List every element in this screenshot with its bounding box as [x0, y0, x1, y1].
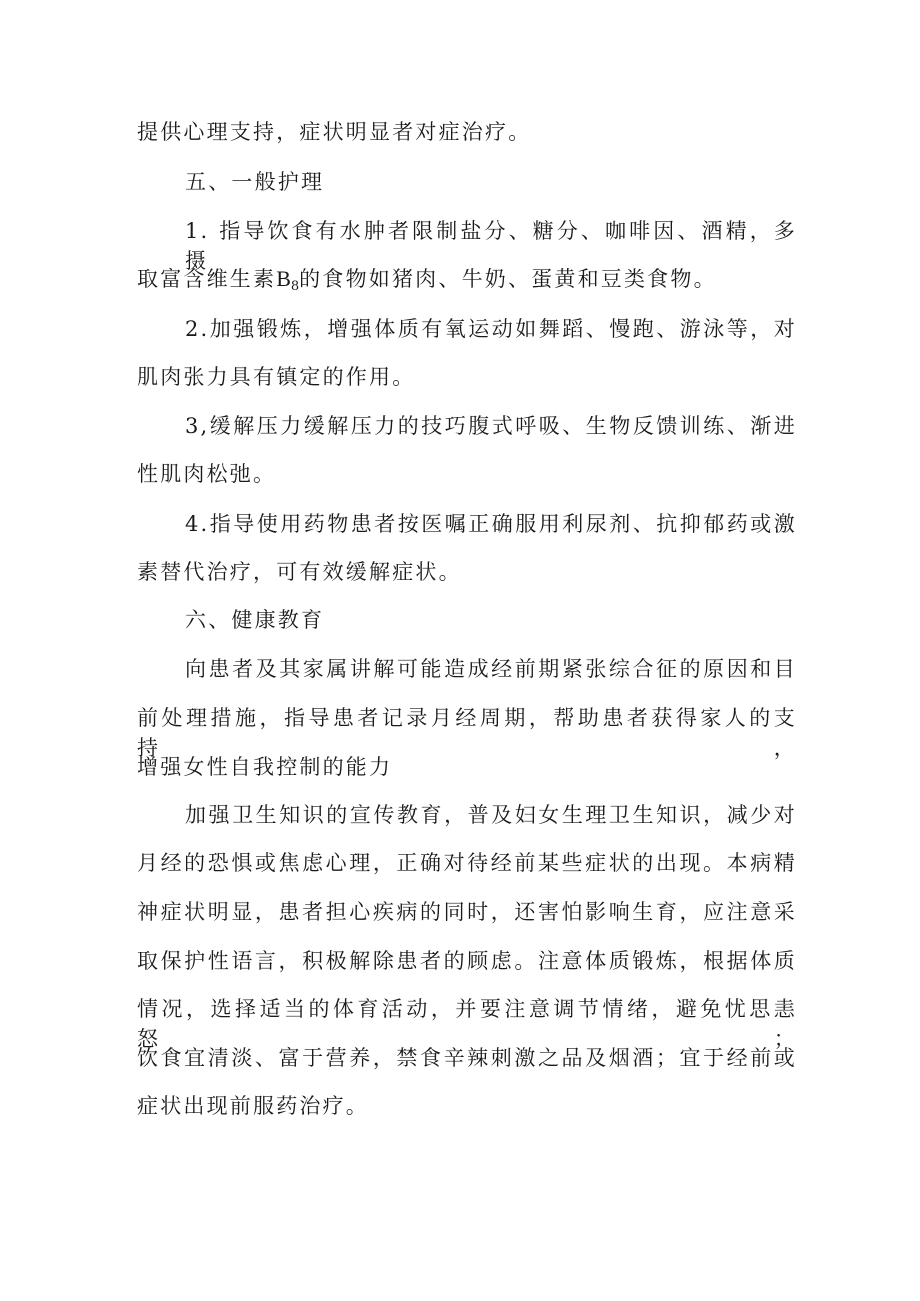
paragraph-hygiene-line-7: 症状出现前服药治疗。: [137, 1094, 369, 1118]
paragraph-education-line-2: 前处理措施，指导患者记录月经周期，帮助患者获得家人的支持，: [137, 706, 797, 760]
paragraph-hygiene-line-1: 加强卫生知识的宣传教育，普及妇女生理卫生知识，减少对: [185, 803, 797, 827]
diet-text-pre: 取富含维生素: [137, 267, 277, 291]
paragraph-stress-line-2: 性肌肉松弛。: [137, 462, 277, 486]
paragraph-exercise-line-2: 肌肉张力具有镇定的作用。: [137, 365, 416, 389]
paragraph-exercise-line-1: 2.加强锻炼，增强体质有氧运动如舞蹈、慢跑、游泳等，对: [185, 317, 797, 341]
paragraph-education-line-3: 增强女性自我控制的能力: [137, 755, 393, 779]
section-heading-general-care: 五、一般护理: [185, 170, 325, 194]
vitamin-subscript: 8: [290, 279, 300, 294]
paragraph-medication-line-2: 素替代治疗，可有效缓解症状。: [137, 560, 462, 584]
paragraph-hygiene-line-6: 饮食宜清淡、富于营养，禁食辛辣刺激之品及烟酒；宜于经前或: [137, 1046, 797, 1070]
paragraph-medication-line-1: 4.指导使用药物患者按医嘱正确服用利尿剂、抗抑郁药或激: [185, 512, 797, 536]
paragraph-education-line-1: 向患者及其家属讲解可能造成经前期紧张综合征的原因和目: [185, 657, 797, 681]
paragraph-stress-line-1: 3,缓解压力缓解压力的技巧腹式呼吸、生物反馈训练、渐进: [185, 414, 797, 438]
vitamin-letter: B: [276, 266, 291, 291]
paragraph-hygiene-line-3: 神症状明显，患者担心疾病的同时，还害怕影响生育，应注意采: [137, 900, 797, 924]
paragraph-1-line-1: 提供心理支持，症状明显者对症治疗。: [137, 120, 532, 144]
paragraph-diet-line-2: [137, 264, 797, 302]
paragraph-diet-line-1: 1. 指导饮食有水肿者限制盐分、糖分、咖啡因、酒精，多摄: [185, 219, 797, 273]
paragraph-hygiene-line-2: 月经的恐惧或焦虑心理，正确对待经前某些症状的出现。本病精: [137, 851, 797, 875]
paragraph-hygiene-line-4: 取保护性语言，积极解除患者的顾虑。注意体质锻炼，根据体质: [137, 949, 797, 973]
diet-text-post: 的食物如猪肉、牛奶、蛋黄和豆类食物。: [299, 267, 717, 291]
paragraph-hygiene-line-5: 情况，选择适当的体育活动，并要注意调节情绪，避免忧思恚怒；: [137, 997, 797, 1051]
section-heading-health-education: 六、健康教育: [185, 608, 325, 632]
